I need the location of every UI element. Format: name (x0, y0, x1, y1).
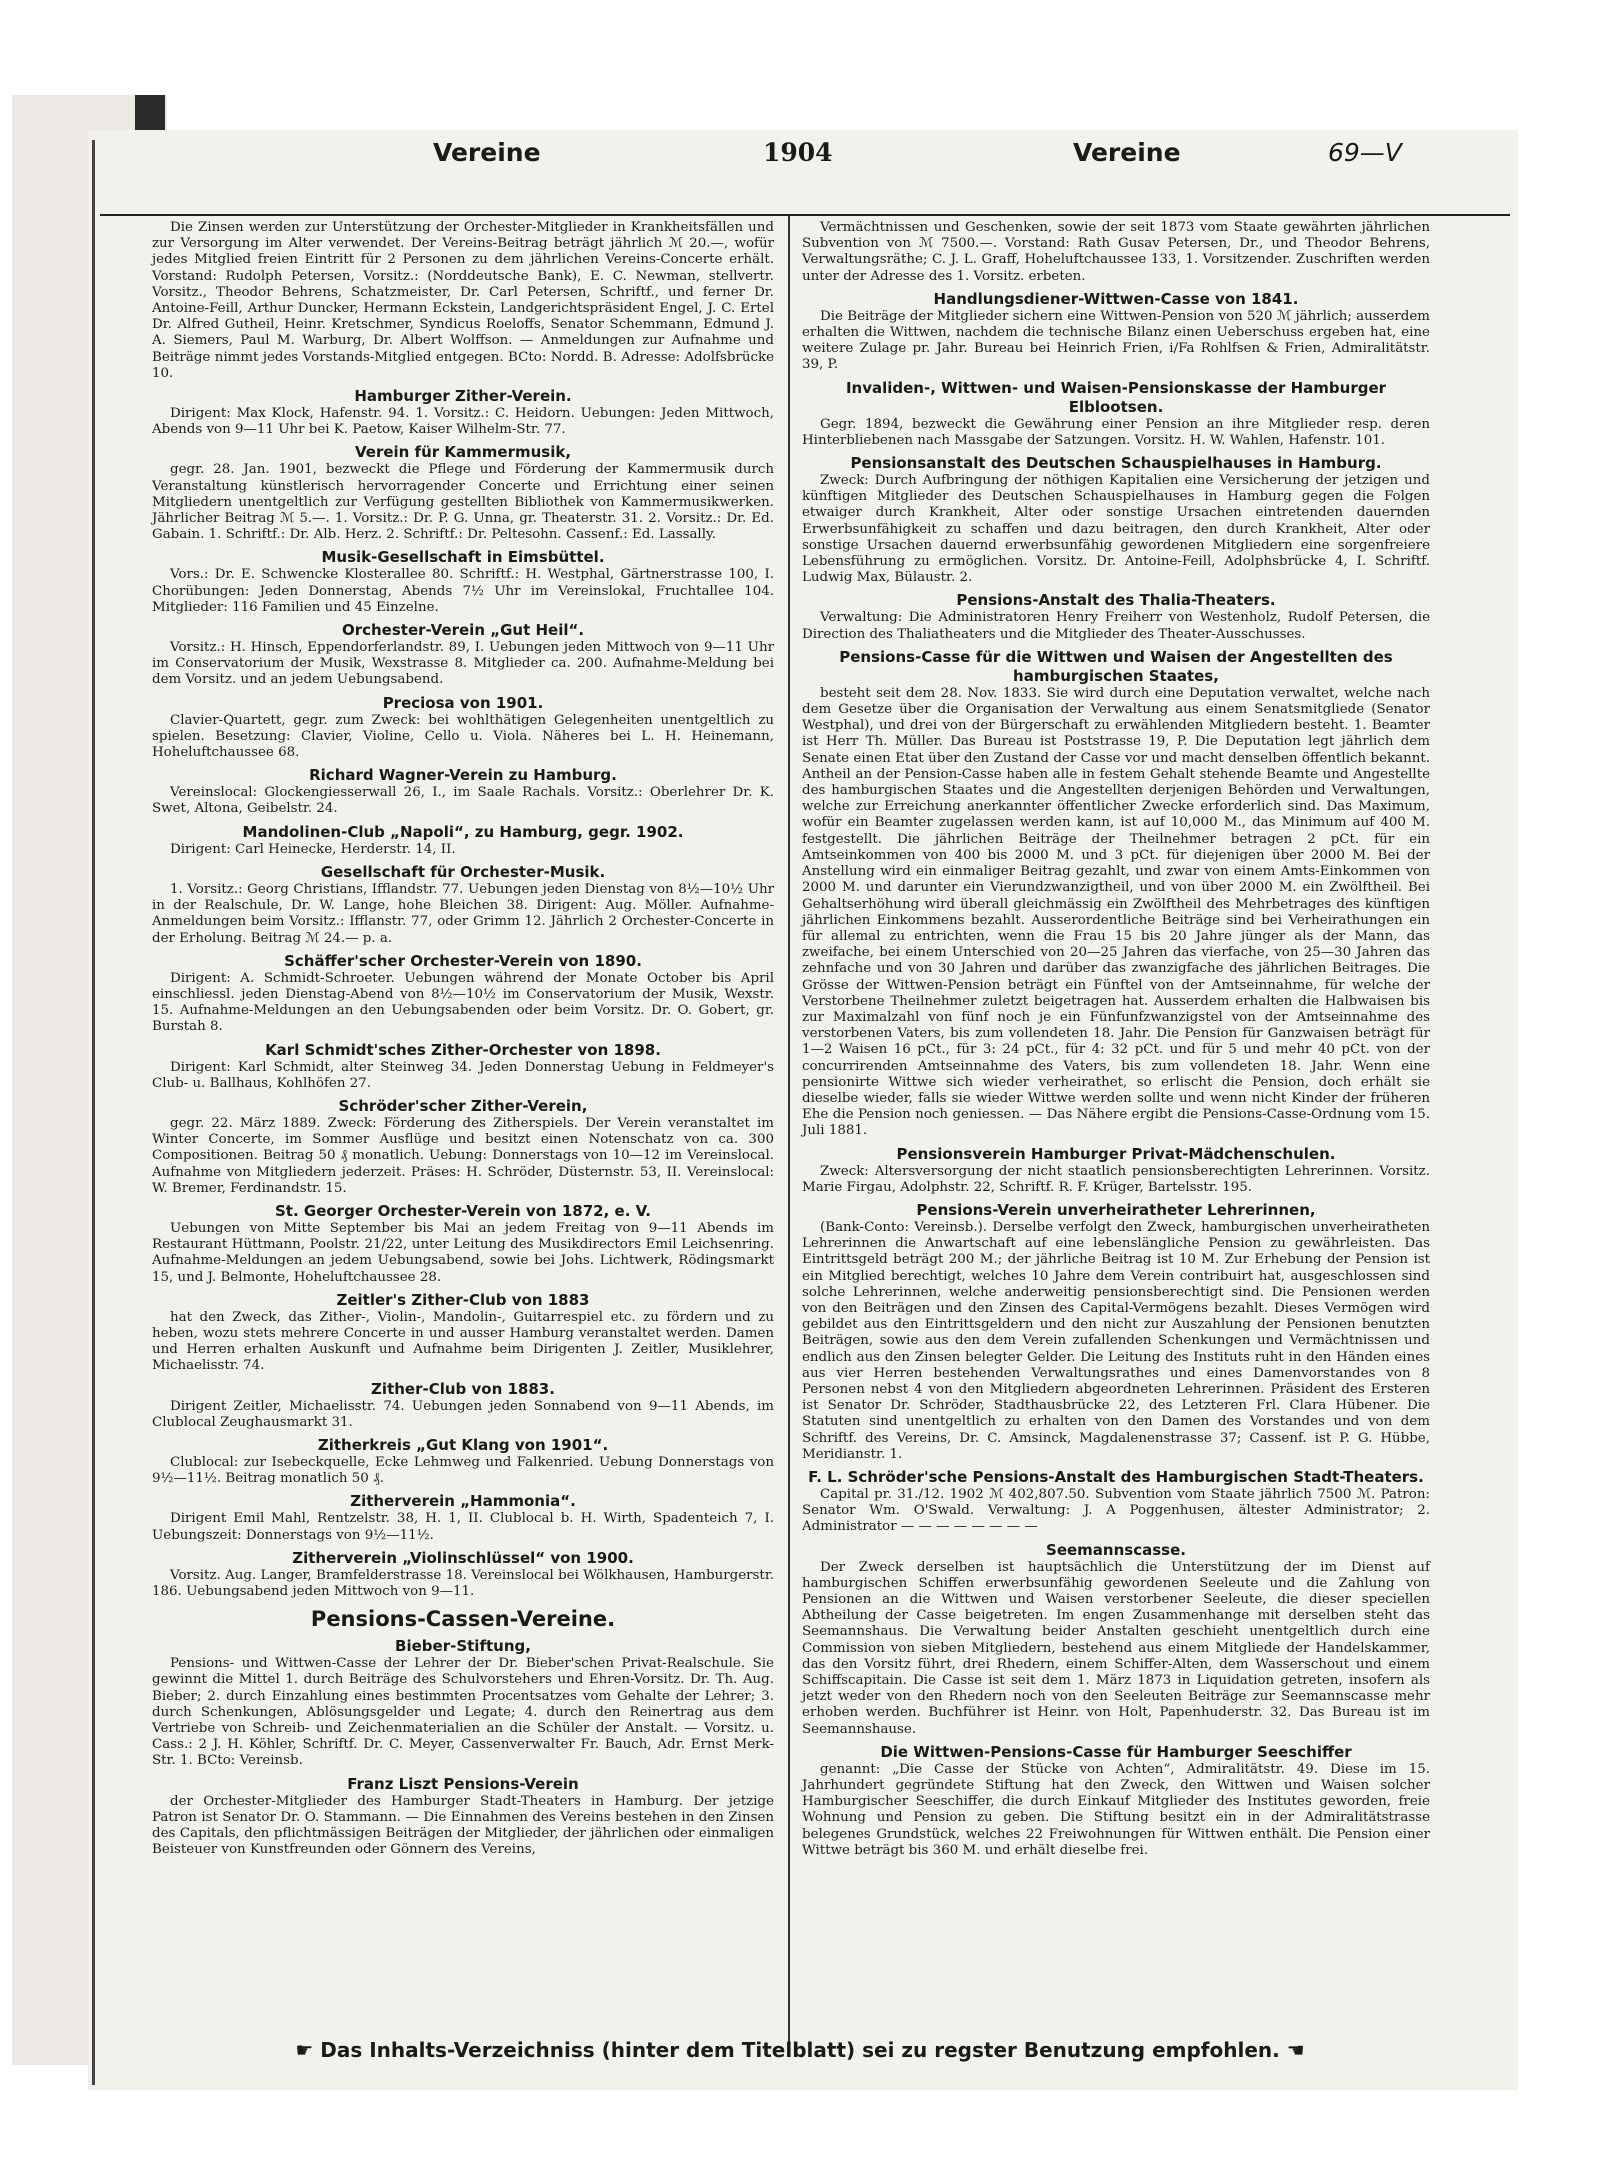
entry-heading: Bieber-Stiftung, (395, 1637, 531, 1656)
column-divider (788, 216, 790, 2056)
entry-paragraph: Zweck: Durch Aufbringung der nöthigen Kapitalien eine Versicherung der jetzigen und künftigen Mitglieder des Deutschen Schauspielhauses in Hamburg gegen die Folgen etwaiger durch Krankheit, Alter oder sonstige Ursachen eintretenden dauernden Erwerbsunfähigkeit zu schaffen und dazu beitragen, den durch Krankheit, Alter oder sonstige Ursachen dauernd erwerbsunfähig gewordenen Mitgliedern eine sorgenfreiere Lebensführung zu ermöglichen. Vorsitz. Dr. Antoine-Feill, Adolphsbrücke 4, I. Schriftf. Ludwig Max, Bülaustr. 2. (802, 473, 1430, 586)
entry-paragraph: gegr. 28. Jan. 1901, bezweckt die Pflege und Förderung der Kammermusik durch Veranstaltung künstlerisch hervorragender Concerte und Errichtung einer seinen Mitgliedern unentgeltlich zur Verfügung gestellten Bibliothek von Kammermusikwerken. Jährlicher Beitrag ℳ 5.—. 1. Vorsitz.: Dr. P. G. Unna, gr. Theaterstr. 31. 2. Vorsitz.: Dr. Ed. Gabain. 1. Schriftf.: Dr. Alb. Herz. 2. Schriftf.: Dr. Peltesohn. Cassenf.: Ed. Lassally. (152, 462, 774, 543)
entry-heading: Schäffer'scher Orchester-Verein von 1890. (284, 951, 642, 970)
entry-paragraph: Dirigent: Max Klock, Hafenstr. 94. 1. Vorsitz.: C. Heidorn. Uebungen: Jeden Mittwoch, Abends von 9—11 Uhr bei K. Paetow, Kaiser Wilhelm-Str. 77. (152, 406, 774, 438)
left-column (152, 220, 774, 1858)
page-header (88, 138, 1518, 188)
entry-paragraph: Die Beiträge der Mitglieder sichern eine Wittwen-Pension von 520 ℳ jährlich; ausserdem erhalten die Wittwen, nachdem die technische Bilanz einen Ueberschuss ergeben hat, eine weitere Zulage pr. Jahr. Bureau bei Heinrich Frien, i/Fa Rohlfsen & Frien, Admiralitätstr. 39, P. (802, 308, 1430, 373)
entry-heading: Orchester-Verein „Gut Heil“. (341, 621, 585, 640)
entry-paragraph: Vermächtnissen und Geschenken, sowie der seit 1873 vom Staate gewährten jährlichen Subvention von ℳ 7500.—. Vorstand: Rath Gusav Petersen, Dr., und Theodor Behrens, Verwaltungsräthe; C. J. L. Graff, Hoheluftchaussee 133, 1. Vorsitzender. Zuschriften werden unter der Adresse des 1. Vorsitz. erbeten. (802, 220, 1430, 284)
entry-heading: Pensions-Cassen-Vereine. (310, 1607, 616, 1632)
entry-heading: Handlungsdiener-Wittwen-Casse von 1841. (933, 289, 1299, 308)
header-year: 1904 (763, 138, 833, 167)
entry-heading: Pensions-Anstalt des Thalia-Theaters. (956, 591, 1276, 610)
entry-paragraph: Vorsitz. Aug. Langer, Bramfelderstrasse 18. Vereinslocal bei Wölkhausen, Hamburgerstr. 186. Uebungsabend jeden Mittwoch von 9—11. (152, 1567, 774, 1599)
entry-paragraph: Der Zweck derselben ist hauptsächlich die Unterstützung der im Dienst auf hamburgischen Schiffen erwerbsunfähig gewordenen Seeleute und die Zahlung von Pensionen an die Wittwen und Waisen verstorbener Seeleute, die dieser speciellen Abtheilung der Casse beigetreten. Im engen Zusammenhange mit derselben steht das Seemannshaus. Die Verwaltung beider Anstalten geschieht unentgeltlich durch eine Commission von sieben Mitgliedern, bestehend aus einem Mitgliede der Handelskammer, das den Vorsitz führt, drei Rhedern, einem Schiffer-Alten, dem Wasserschout und einem Schiffscapitain. Die Casse ist seit dem 1. März 1873 in Liquidation getreten, insofern als jetzt weder von den Rhedern noch von den Seeleuten Beiträge zur Seemannscasse mehr erhoben werden. Buchführer ist Heinr. von Holt, Papenhuderstr. 32. Das Bureau ist im Seemannshause. (802, 1559, 1430, 1737)
header-rule (100, 214, 1510, 216)
entry-heading: Hamburger Zither-Verein. (354, 387, 572, 406)
entry-paragraph: Zweck: Altersversorgung der nicht staatlich pensionsberechtigten Lehrerinnen. Vorsitz. Marie Firgau, Adolphstr. 22, Schriftf. R. F. Krüger, Bartelsstr. 195. (802, 1163, 1430, 1195)
footer-text: Das Inhalts-Verzeichniss (hinter dem Titelblatt) sei zu regster Benutzung empfohlen. (320, 2038, 1280, 2062)
entry-heading: Pensions-Casse für die Wittwen und Waisen der Angestellten des hamburgischen Staates, (839, 647, 1393, 685)
entry-paragraph: Vors.: Dr. E. Schwencke Klosterallee 80. Schriftf.: H. Westphal, Gärtnerstrasse 100, I. Chorübungen: Jeden Donnerstag, Abends 7½ Uhr im Vereinslokal, Fruchtallee 104. Mitglieder: 116 Familien und 45 Einzelne. (152, 567, 774, 615)
entry-heading: Gesellschaft für Orchester-Musik. (320, 862, 606, 881)
entry-paragraph: Verwaltung: Die Administratoren Henry Freiherr von Westenholz, Rudolf Petersen, die Direction des Thaliatheaters und die Mitglieder des Theater-Ausschusses. (802, 610, 1430, 642)
header-right-title: Vereine (1073, 138, 1181, 167)
entry-paragraph: Dirigent: Karl Schmidt, alter Steinweg 34. Jeden Donnerstag Uebung in Feldmeyer's Club- u. Ballhaus, Kohlhöfen 27. (152, 1059, 774, 1091)
entry-heading: Invaliden-, Wittwen- und Waisen-Pensionskasse der Hamburger Elblootsen. (845, 378, 1387, 416)
entry-heading: Schröder'scher Zither-Verein, (338, 1096, 588, 1115)
entry-heading: F. L. Schröder'sche Pensions-Anstalt des Hamburgischen Stadt-Theaters. (808, 1468, 1424, 1486)
entry-heading: Franz Liszt Pensions-Verein (347, 1774, 579, 1793)
entry-heading: Pensionsverein Hamburger Privat-Mädchenschulen. (896, 1144, 1336, 1163)
entry-heading: Seemannscasse. (1046, 1540, 1186, 1559)
entry-heading: Zeitler's Zither-Club von 1883 (336, 1290, 590, 1309)
entry-paragraph: gegr. 22. März 1889. Zweck: Förderung des Zitherspiels. Der Verein veranstaltet im Winter Concerte, im Sommer Ausflüge und besitzt einen Notenschatz von ca. 300 Compositionen. Beitrag 50 ₰ monatlich. Uebung: Donnerstags von 10—12 im Vereinslocal. Aufnahme von Mitgliedern jederzeit. Präses: H. Schröder, Düsternstr. 53, II. Vereinslocal: W. Bremer, Ferdinandstr. 15. (152, 1115, 774, 1196)
entry-heading: Karl Schmidt'sches Zither-Orchester von 1898. (265, 1040, 661, 1059)
entry-paragraph: Pensions- und Wittwen-Casse der Lehrer der Dr. Bieber'schen Privat-Realschule. Sie gewinnt die Mittel 1. durch Beiträge des Schulvorstehers und Ehren-Vorsitz. Dr. Th. Aug. Bieber; 2. durch Einzahlung eines bestimmten Procentsatzes vom Gehalte der Lehrer; 3. durch Schenkungen, Ablösungsgelder und Legate; 4. durch den Reinertrag aus dem Vertriebe von Schreib- und Zeichenmaterialien an die Schüler der Anstalt. — Vorsitz. u. Cass.: 2 J. H. Köhler, Schriftf. Dr. C. Meyer, Cassenverwalter Fr. Bauch, Adr. Ernst Merk-Str. 1. BCto: Vereinsb. (152, 1656, 774, 1769)
entry-heading: Pensionsanstalt des Deutschen Schauspielhauses in Hamburg. (850, 454, 1382, 473)
entry-heading: Zither-Club von 1883. (371, 1379, 555, 1398)
entry-heading: Richard Wagner-Verein zu Hamburg. (309, 766, 617, 785)
page-left-border (92, 140, 95, 2085)
entry-heading: Zitherverein „Violinschlüssel“ von 1900. (292, 1548, 634, 1567)
header-left-title: Vereine (433, 138, 541, 167)
entry-heading: Pensions-Verein unverheiratheter Lehrerinnen, (916, 1200, 1316, 1219)
entry-paragraph: Gegr. 1894, bezweckt die Gewährung einer Pension an ihre Mitglieder resp. deren Hinterbliebenen nach Massgabe der Satzungen. Vorsitz. H. W. Wahlen, Hafenstr. 101. (802, 416, 1430, 448)
footer-notice (0, 2038, 1600, 2062)
entry-paragraph: 1. Vorsitz.: Georg Christians, Ifflandstr. 77. Uebungen jeden Dienstag von 8½—10½ Uhr in der Realschule, Dr. W. Lange, hohe Bleichen 38. Dirigent: Aug. Möller. Aufnahme-Anmeldungen beim Vorsitz.: Ifflanstr. 77, oder Grimm 12. Jährlich 2 Orchester-Concerte in der Erholung. Beitrag ℳ 24.— p. a. (152, 881, 774, 946)
entry-paragraph: Dirigent: Carl Heinecke, Herderstr. 14, II. (170, 841, 456, 857)
right-column (802, 220, 1430, 1859)
entry-paragraph: Capital pr. 31./12. 1902 ℳ 402,807.50. Subvention vom Staate jährlich 7500 ℳ. Patron: Senator Wm. O'Swald. Verwaltung: J. A Poggenhusen, ältester Administrator; 2. Administrator — — — — — — — — (802, 1487, 1430, 1535)
entry-paragraph: Dirigent Zeitler, Michaelisstr. 74. Uebungen jeden Sonnabend von 9—11 Abends, im Clublocal Zeughausmarkt 31. (152, 1398, 774, 1430)
entry-heading: Mandolinen-Club „Napoli“, zu Hamburg, gegr. 1902. (242, 822, 684, 841)
pointing-hand-left-icon: ☚ (1286, 2038, 1305, 2062)
entry-paragraph: Clavier-Quartett, gegr. zum Zweck: bei wohlthätigen Gelegenheiten unentgeltlich zu spielen. Besetzung: Clavier, Violine, Cello u. Viola. Näheres bei L. H. Heinemann, Hoheluftchaussee 68. (152, 712, 774, 761)
entry-paragraph: Vorsitz.: H. Hinsch, Eppendorferlandstr. 89, I. Uebungen jeden Mittwoch von 9—11 Uhr im Conservatorium der Musik, Wexstrasse 8. Mitglieder ca. 200. Aufnahme-Meldung bei dem Vorsitz. und an jedem Uebungsabend. (152, 640, 774, 688)
entry-heading: Zitherkreis „Gut Klang von 1901“. (317, 1435, 609, 1454)
entry-paragraph: Uebungen von Mitte September bis Mai an jedem Freitag von 9—11 Abends im Restaurant Hüttmann, Poolstr. 21/22, unter Leitung des Musikdirectors Emil Leichsenring. Aufnahme-Meldungen an jedem Uebungsabend, sowie bei Johs. Lichtwerk, Rödingsmarkt 15, und J. Belmonte, Hoheluftchaussee 28. (152, 1220, 774, 1285)
entry-heading: Verein für Kammermusik, (354, 443, 572, 462)
entry-paragraph: Dirigent: A. Schmidt-Schroeter. Uebungen während der Monate October bis April einschliessl. jeden Dienstag-Abend von 8½—10½ im Conservatorium der Musik, Wexstr. 15. Aufnahme-Meldungen an den Uebungsabenden oder beim Vorsitz. Dr. O. Gobert, gr. Burstah 8. (152, 970, 774, 1035)
entry-heading: St. Georger Orchester-Verein von 1872, e. V. (274, 1201, 651, 1220)
entry-heading: Zitherverein „Hammonia“. (350, 1492, 576, 1511)
entry-heading: Musik-Gesellschaft in Eimsbüttel. (321, 548, 605, 567)
entry-paragraph: hat den Zweck, das Zither-, Violin-, Mandolin-, Guitarrespiel etc. zu fördern und zu heben, wozu stets mehrere Concerte in und ausser Hamburg veranstaltet werden. Damen und Herren erhalten Auskunft und Aufnahme beim Dirigenten J. Zeitler, Musiklehrer, Michaelisstr. 74. (152, 1309, 774, 1374)
entry-paragraph: Vereinslocal: Glockengiesserwall 26, I., im Saale Rachals. Vorsitz.: Oberlehrer Dr. K. Swet, Altona, Geibelstr. 24. (152, 785, 774, 817)
entry-paragraph: Clublocal: zur Isebeckquelle, Ecke Lehmweg und Falkenried. Uebung Donnerstags von 9½—11½. Beitrag monatlich 50 ₰. (152, 1454, 774, 1487)
entry-paragraph: genannt: „Die Casse der Stücke von Achten“, Admiralitätstr. 49. Diese im 15. Jahrhundert gegründete Stiftung hat den Zweck, den Wittwen und Waisen solcher Hamburgischer Seeschiffer, die durch Einkauf Mitglieder des Institutes geworden, freie Wohnung und Pension zu geben. Die Stiftung besitzt ein in der Admiralitätstrasse belegenes Grundstück, welches 22 Freiwohnungen für Wittwen enthält. Die Pension einer Wittwe beträgt bis 360 M. und erhält dieselbe frei. (802, 1761, 1430, 1858)
entry-paragraph: Dirigent Emil Mahl, Rentzelstr. 38, H. 1, II. Clublocal b. H. Wirth, Spadenteich 7, I. Uebungszeit: Donnerstags von 9½—11½. (152, 1511, 774, 1543)
entry-heading: Preciosa von 1901. (382, 693, 544, 712)
entry-paragraph: der Orchester-Mitglieder des Hamburger Stadt-Theaters in Hamburg. Der jetzige Patron ist Senator Dr. O. Stammann. — Die Einnahmen des Vereins bestehen in den Zinsen des Capitals, den pflichtmässigen Beiträgen der Mitglieder, der jährlichen oder einmaligen Beisteuer von Kunstfreunden oder Gönnern des Vereins, (152, 1793, 774, 1858)
entry-paragraph: (Bank-Conto: Vereinsb.). Derselbe verfolgt den Zweck, hamburgischen unverheiratheten Lehrerinnen die Anwartschaft auf eine lebenslängliche Pension zu gewährleisten. Das Eintrittsgeld beträgt 200 M.; der jährliche Beitrag ist 10 M. Zur Erhebung der Pension ist ein Mitglied berechtigt, welches 10 Jahre dem Verein contribuirt hat, ausgeschlossen sind solche Lehrerinnen, welche anderweitig pensionsberechtigt sind. Die Pensionen werden von den Beiträgen und den Zinsen des Capital-Vermögens bezahlt. Dieses Vermögen wird gebildet aus den Eintrittsgeldern und den nicht zur Auszahlung der Pensionen benutzten Beiträgen, sowie aus den dem Verein zufallenden Schenkungen und Vermächtnissen und endlich aus den Zinsen belegter Gelder. Die Leitung des Instituts ruht in den Händen eines aus vier Herren bestehenden Verwaltungsrathes und eines Damenvorstandes von 8 Personen nebst 4 von den Mitgliedern abgeordneten Lehrerinnen. Präsident des Ersteren ist Senator Dr. Schröder, Stadthausbrücke 22, des Letzteren Frl. Clara Hübener. Die Statuten sind unentgeltlich zu erhalten von den Damen des Vorstandes und von dem Schriftf. des Vereins, Dr. C. Amsinck, Magdalenenstrasse 37; Cassenf. ist P. G. Hübbe, Meridianstr. 1. (802, 1219, 1430, 1462)
page-number: 69—V (1328, 138, 1402, 167)
entry-paragraph: besteht seit dem 28. Nov. 1833. Sie wird durch eine Deputation verwaltet, welche nach dem Gesetze über die Organisation der Verwaltung aus einem Senatsmitgliede (Senator Westphal), und drei von der Bürgerschaft zu erwählenden Mitgliedern besteht. 1. Beamter ist Herr Th. Müller. Das Bureau ist Poststrasse 19, P. Die Deputation legt jährlich dem Senate einen Etat über den Zustand der Casse vor und macht denselben öffentlich bekannt. Antheil an der Pension-Casse haben alle in festem Gehalt stehende Beamte und Angestellte des hamburgischen Staates und die Angestellten derjenigen Behörden und Verwaltungen, welche zur Erreichung anerkannter öffentlicher Zwecke erforderlich sind. Das Maximum, wofür ein Beamter zugelassen werden kann, ist auf 10,000 M., das Minimum auf 400 M. festgestellt. Die jährlichen Beiträge der Theilnehmer betragen 2 pCt. für ein Amtseinkommen von 400 bis 2000 M. und 3 pCt. für diejenigen über 2000 M. Bei der Anstellung wird ein einmaliger Beitrag gezahlt, und zwar von einem Amts-Einkommen von 2000 M. und darunter ein Vierundzwanzigtheil, und von über 2000 M. ein Zwölftheil. Bei Gehaltserhöhung wird überall gleichmässig ein Zwölftheil des Mehrbetrages des künftigen jährlichen Einkommens bezahlt. Ausserordentliche Beiträge sind bei Verheirathungen ein für allemal zu entrichten, wenn die Frau 15 bis 20 Jahre jünger als der Mann, das zweifache, bei einem Unterschied von 20—25 Jahren das vierfache, von 25—30 Jahren das zehnfache und von 30 Jahren und darüber das zwanzigfache des jährlichen Beitrages. Die Grösse der Wittwen-Pension beträgt ein Fünftel von der Amtseinnahme, für welche der Verstorbene Theilnehmer zuletzt beigetragen hat. Ausserdem erhalten die Halbwaisen bis zur Maximalzahl von fünf noch je ein Fünfunfzwanzigstel von der Amtseinnahme des verstorbenen Vaters, bis zum vollendeten 18. Jahr. Die Pension für Ganzwaisen beträgt für 1—2 Waisen 16 pCt., für 3: 24 pCt., für 4: 32 pCt. und für 5 und mehr 40 pCt. von der concurrirenden Amtseinnahme des Vaters, bis zum vollendeten 18. Jahr. Wenn eine pensionirte Wittwe sich wieder verheirathet, so erlischt die Pension, doch erhält sie dieselbe wieder, falls sie wieder Wittwe werden sollte und wenn nicht Kinder der früheren Ehe die Pension noch geniessen. — Das Nähere ergibt die Pensions-Casse-Ordnung vom 15. Juli 1881. (802, 685, 1430, 1139)
entry-heading: Die Wittwen-Pensions-Casse für Hamburger Seeschiffer (880, 1742, 1352, 1761)
entry-paragraph: Die Zinsen werden zur Unterstützung der Orchester-Mitglieder in Krankheitsfällen und zur Versorgung im Alter verwendet. Der Vereins-Beitrag beträgt jährlich ℳ 20.—, wofür jedes Mitglied freien Eintritt für 2 Personen zu dem jährlichen Vereins-Concerte erhält. Vorstand: Rudolph Petersen, Vorsitz.: (Norddeutsche Bank), E. C. Newman, stellvertr. Vorsitz., Theodor Behrens, Schatzmeister, Dr. Carl Petersen, Schriftf., und ferner Dr. Antoine-Feill, Arthur Duncker, Hermann Eckstein, Landgerichtspräsident Engel, J. C. Ertel Dr. Alfred Gutheil, Heinr. Kretschmer, Syndicus Roeloffs, Senator Schemmann, Edmund J. A. Siemers, Paul M. Warburg, Dr. Albert Wolffson. — Anmeldungen zur Aufnahme und Beiträge nimmt jedes Vorstands-Mitglied entgegen. BCto: Nordd. B. Adresse: Adolfsbrücke 10. (152, 220, 774, 381)
pointing-hand-right-icon: ☛ (295, 2038, 314, 2062)
